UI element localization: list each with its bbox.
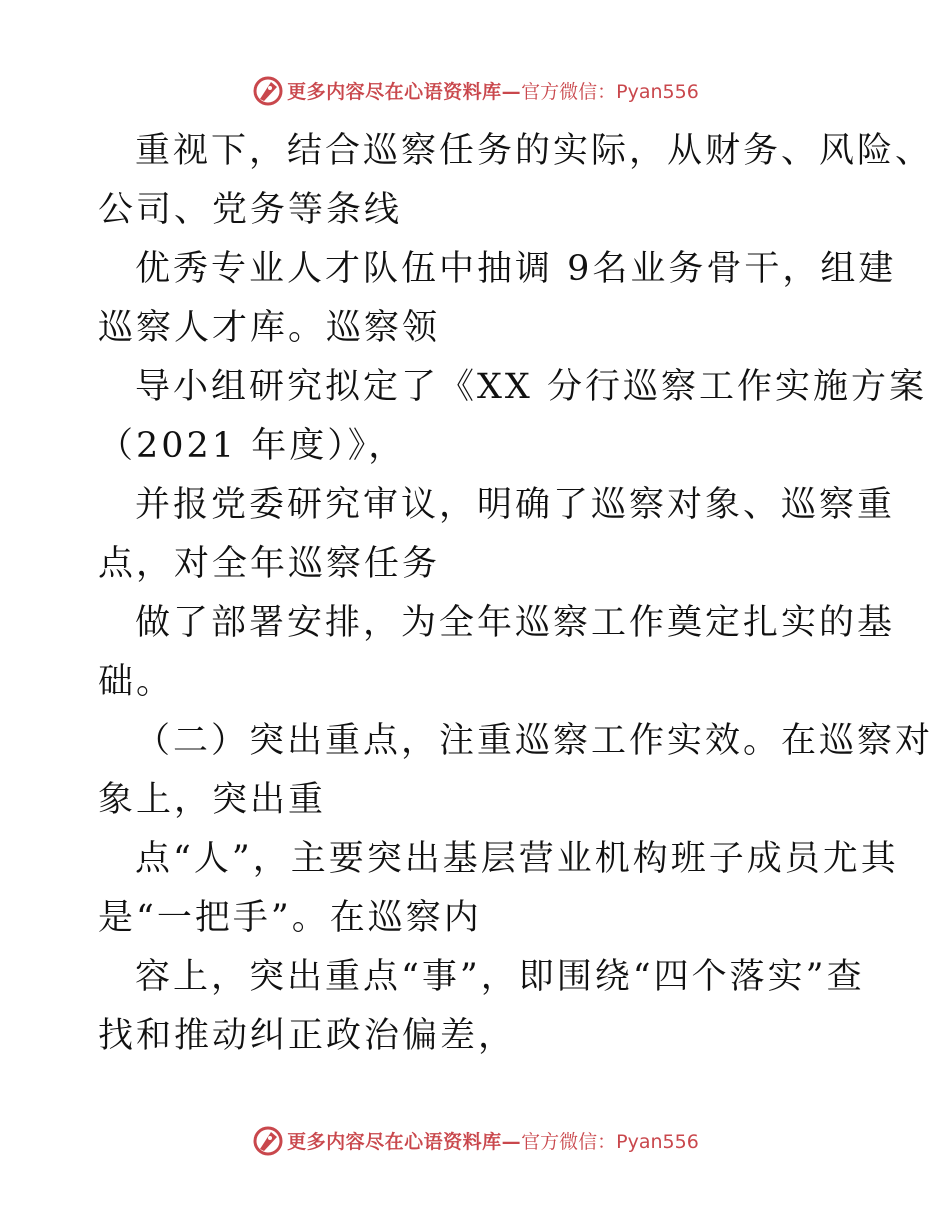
text-line: （二）突出重点，注重巡察工作实效。在巡察对 [135,721,934,761]
text-line: 公司、党务等条线 [98,190,403,230]
text-line: 找和推动纠正政治偏差， [98,1016,517,1056]
text-line: （2021 年度）》， [98,426,407,466]
text-line: 象上，突出重 [98,780,327,820]
text-line: 础。 [98,662,175,702]
document-body [98,122,934,1066]
text-line: 容上，突出重点“事”，即围绕“四个落实”查 [135,957,865,997]
text-line: 点，对全年巡察任务 [98,544,441,584]
pen-nib-logo-icon [251,1123,285,1157]
pen-nib-logo-icon [251,73,285,107]
watermark-main-text: 更多内容尽在心语资料库— [287,1130,522,1153]
footer-watermark [0,1120,950,1160]
text-line: 巡察人才库。巡察领 [98,308,441,348]
text-line: 做了部署安排，为全年巡察工作奠定扎实的基 [135,603,896,643]
text-line: 并报党委研究审议，明确了巡察对象、巡察重 [135,485,896,525]
text-line: 重视下，结合巡察任务的实际，从财务、风险、 [135,131,934,171]
header-watermark [0,70,950,110]
watermark-contact-text: 官方微信：Pyan556 [521,80,699,103]
text-line: 是“一把手”。在巡察内 [98,898,482,938]
watermark-main-text: 更多内容尽在心语资料库— [287,80,522,103]
watermark-contact-text: 官方微信：Pyan556 [521,1130,699,1153]
text-line: 导小组研究拟定了《XX 分行巡察工作实施方案 [135,367,927,407]
text-line: 点“人”，主要突出基层营业机构班子成员尤其 [135,839,899,879]
text-line: 优秀专业人才队伍中抽调 9名业务骨干，组建 [135,249,897,289]
